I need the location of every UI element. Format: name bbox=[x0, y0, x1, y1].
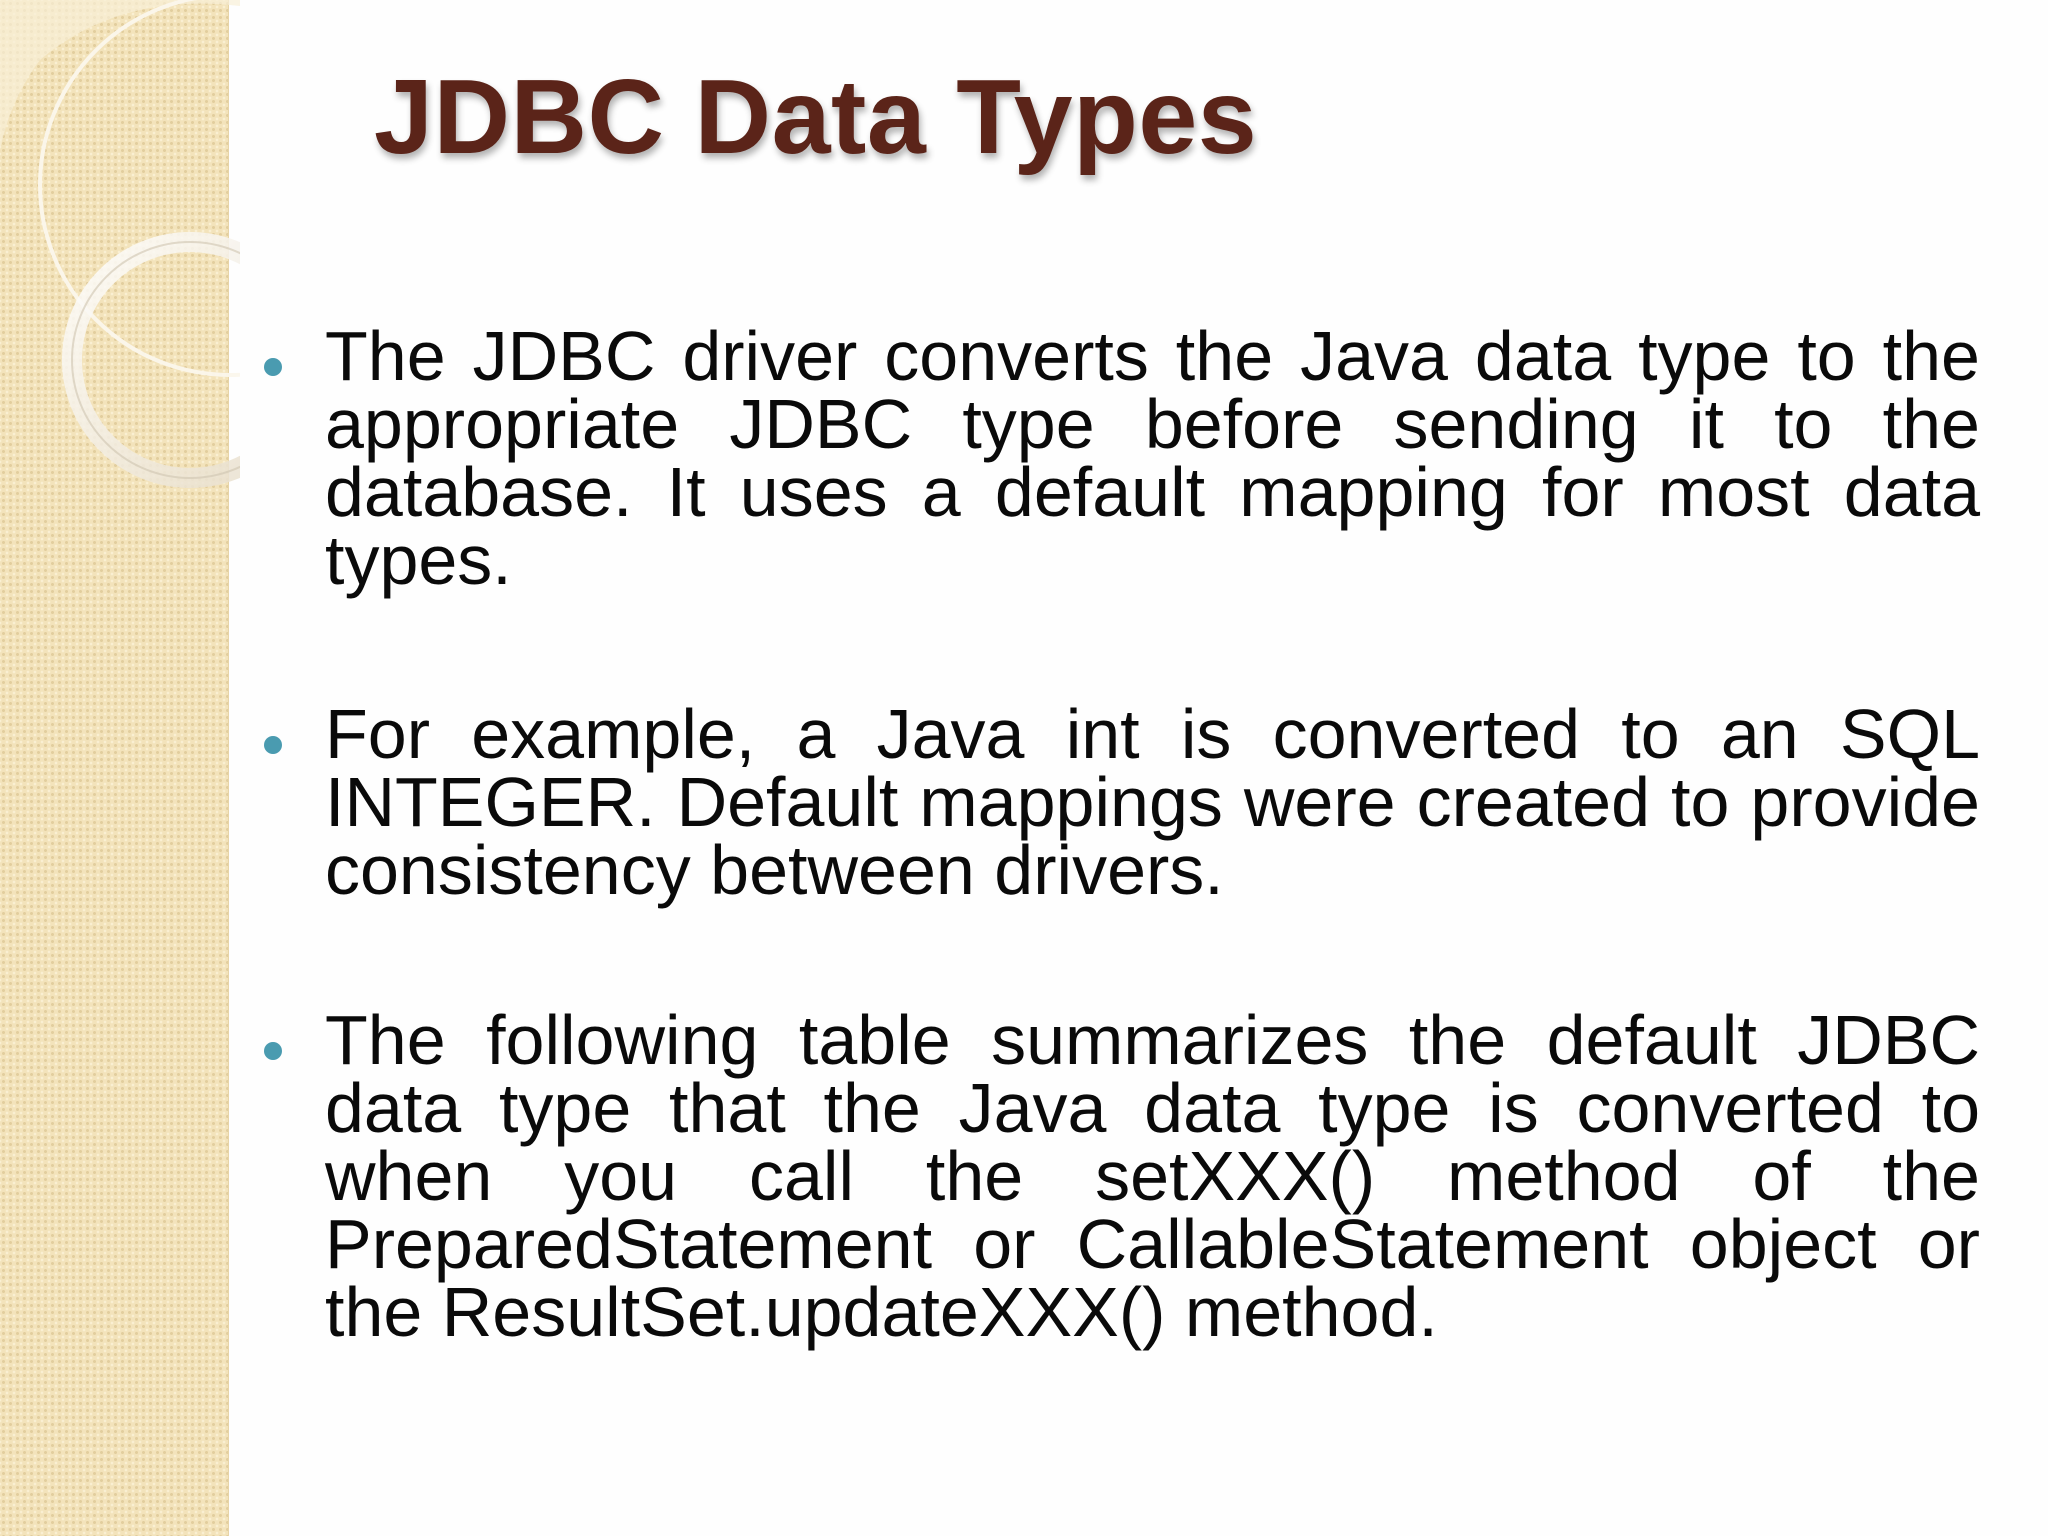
decorative-rings bbox=[0, 0, 240, 520]
bullet-text: For example, a Java int is converted to an SQL INTEGER. Default mappings were created to provide consistency between drivers. bbox=[325, 695, 1980, 909]
bullet-dot-icon bbox=[264, 1042, 282, 1060]
bullet-text: The JDBC driver converts the Java data type to the appropriate JDBC type before sending it to the database. It uses a default mapping for most data types. bbox=[325, 317, 1980, 599]
bullet-dot-icon bbox=[264, 736, 282, 754]
bullet-text: The following table summarizes the default JDBC data type that the Java data type is converted to when you call the setXXX() method of the PreparedStatement or CallableStatement object or the ResultSet.updateXXX() method. bbox=[325, 1001, 1980, 1351]
bullet-dot-icon bbox=[264, 358, 282, 376]
slide-title: JDBC Data Types bbox=[374, 58, 1258, 176]
